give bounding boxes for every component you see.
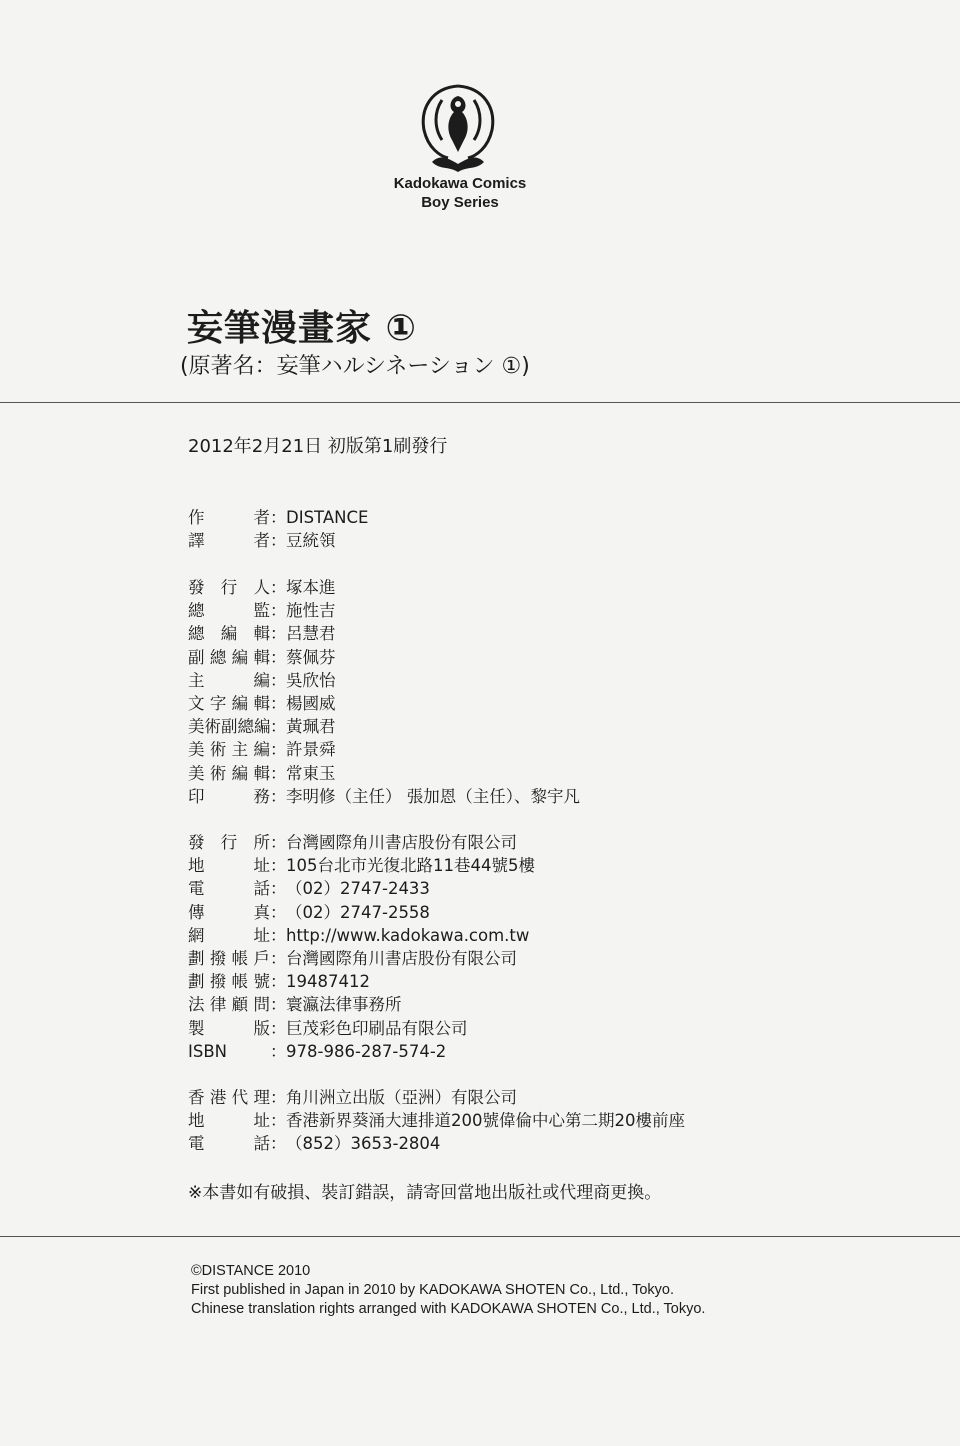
- publication-line: First published in Japan in 2010 by KADOKAWA SHOTEN Co., Ltd., Tokyo.: [191, 1282, 675, 1298]
- publisher-value: 105台北市光復北路11巷44號5樓: [286, 856, 535, 876]
- staff-value: 塚本進: [286, 578, 336, 597]
- staff-value: 吳欣怡: [286, 670, 336, 690]
- imprint-line-1: Kadokawa Comics: [393, 175, 527, 192]
- copyright-block: [191, 1262, 705, 1319]
- edition-date: 2012年2月21日 初版第1刷發行: [188, 436, 448, 457]
- staff-row: 美術副總編 ： 黃珮君: [188, 715, 580, 738]
- staff-value: 常東玉: [286, 763, 336, 783]
- publisher-label: 傳真: [188, 902, 270, 922]
- divider-top: [0, 402, 960, 403]
- staff-label: 美術副總編: [188, 717, 271, 737]
- hongkong-value: （852）3653-2804: [286, 1134, 441, 1154]
- hongkong-label: 香港代理: [188, 1088, 270, 1107]
- credit-row: 作者 ： DISTANCE: [188, 506, 368, 529]
- translation-rights-line: Chinese translation rights arranged with KADOKAWA SHOTEN Co., Ltd., Tokyo.: [191, 1301, 706, 1317]
- website-link[interactable]: http://www.kadokawa.com.tw: [286, 925, 530, 945]
- staff-value: 楊國威: [286, 693, 336, 713]
- publisher-row: 傳真 ： （02）2747-2558: [188, 901, 535, 924]
- hongkong-value: 香港新界葵涌大連排道200號偉倫中心第二期20樓前座: [286, 1111, 685, 1131]
- publisher-label: 電話: [188, 879, 270, 899]
- staff-label: 總編輯: [188, 624, 270, 644]
- staff-label: 發行人: [188, 578, 270, 597]
- divider-bottom: [0, 1236, 960, 1237]
- staff-value: 呂慧君: [286, 624, 336, 644]
- publisher-row: 製版 ： 巨茂彩色印刷品有限公司: [188, 1017, 535, 1040]
- staff-value: 李明修（主任） 張加恩（主任）、黎宇凡: [286, 786, 580, 806]
- publisher-value: （02）2747-2433: [286, 879, 430, 899]
- hongkong-label: 地址: [188, 1111, 270, 1131]
- staff-label: 總監: [188, 601, 270, 621]
- hongkong-row: 地址 ： 香港新界葵涌大連排道200號偉倫中心第二期20樓前座: [188, 1109, 685, 1132]
- credits-block: [188, 506, 368, 552]
- publisher-value: 巨茂彩色印刷品有限公司: [286, 1018, 468, 1038]
- publisher-value: （02）2747-2558: [286, 902, 430, 922]
- staff-row: 印務 ： 李明修（主任） 張加恩（主任）、黎宇凡: [188, 785, 580, 808]
- publisher-row: 電話 ： （02）2747-2433: [188, 877, 535, 900]
- credit-value: DISTANCE: [286, 508, 369, 527]
- staff-row: 美術編輯 ： 常東玉: [188, 762, 580, 785]
- hongkong-label: 電話: [188, 1134, 270, 1154]
- publisher-label: ISBN: [188, 1041, 228, 1061]
- publisher-label: 地址: [188, 856, 270, 876]
- staff-block: [188, 576, 580, 808]
- staff-value: 施性吉: [286, 601, 336, 621]
- publisher-label: 網址: [188, 925, 270, 945]
- credit-label: 作者: [188, 508, 270, 527]
- staff-row: 總監 ： 施性吉: [188, 599, 580, 622]
- staff-label: 主編: [188, 670, 270, 690]
- staff-label: 副總編輯: [188, 647, 270, 667]
- staff-label: 美術主編: [188, 740, 270, 760]
- hongkong-row: 電話 ： （852）3653-2804: [188, 1132, 685, 1155]
- publisher-label: 法律顧問: [188, 995, 270, 1015]
- staff-value: 許景舜: [286, 740, 336, 760]
- publisher-value: 寰瀛法律事務所: [286, 995, 402, 1015]
- publisher-block: [188, 831, 535, 1063]
- phoenix-emblem-icon: [412, 78, 504, 178]
- hongkong-block: [188, 1086, 685, 1156]
- replacement-notice: ※本書如有破損、裝訂錯誤，請寄回當地出版社或代理商更換。: [188, 1183, 662, 1203]
- publisher-row: ISBN ： 978-986-287-574-2: [188, 1040, 535, 1063]
- staff-row: 總編輯 ： 呂慧君: [188, 622, 580, 645]
- staff-row: 文字編輯 ： 楊國威: [188, 692, 580, 715]
- publisher-row: 劃撥帳戶 ： 台灣國際角川書店股份有限公司: [188, 947, 535, 970]
- publisher-value: 台灣國際角川書店股份有限公司: [286, 833, 517, 852]
- staff-row: 發行人 ： 塚本進: [188, 576, 580, 599]
- credit-value: 豆統領: [286, 531, 336, 551]
- isbn-value: 978-986-287-574-2: [286, 1041, 447, 1061]
- publisher-row: 法律顧問 ： 寰瀛法律事務所: [188, 993, 535, 1016]
- credit-label: 譯者: [188, 531, 270, 551]
- staff-label: 文字編輯: [188, 693, 270, 713]
- staff-value: 黃珮君: [286, 717, 336, 737]
- publisher-value: 台灣國際角川書店股份有限公司: [286, 948, 517, 968]
- staff-label: 美術編輯: [188, 763, 270, 783]
- credit-row: 譯者 ： 豆統領: [188, 529, 368, 552]
- publisher-label: 發行所: [188, 833, 270, 852]
- staff-row: 主編 ： 吳欣怡: [188, 669, 580, 692]
- publisher-row: 發行所 ： 台灣國際角川書店股份有限公司: [188, 831, 535, 854]
- staff-value: 蔡佩芬: [286, 647, 336, 667]
- publisher-value: 19487412: [286, 972, 370, 992]
- copyright-line: ©DISTANCE 2010: [191, 1263, 311, 1279]
- staff-row: 副總編輯 ： 蔡佩芬: [188, 646, 580, 669]
- publisher-row: 網址 ： http://www.kadokawa.com.tw: [188, 924, 535, 947]
- publisher-label: 劃撥帳號: [188, 972, 270, 992]
- publisher-label: 劃撥帳戶: [188, 948, 270, 968]
- book-title: 妄筆漫畫家 ①: [187, 308, 418, 349]
- staff-row: 美術主編 ： 許景舜: [188, 738, 580, 761]
- hongkong-value: 角川洲立出版（亞洲）有限公司: [286, 1088, 517, 1107]
- publisher-row: 劃撥帳號 ： 19487412: [188, 970, 535, 993]
- publisher-label: 製版: [188, 1018, 270, 1038]
- hongkong-row: 香港代理 ： 角川洲立出版（亞洲）有限公司: [188, 1086, 685, 1109]
- publisher-row: 地址 ： 105台北市光復北路11巷44號5樓: [188, 854, 535, 877]
- imprint-line-2: Boy Series: [421, 194, 499, 211]
- original-title: (原著名：妄筆ハルシネーション ①): [180, 354, 530, 379]
- staff-label: 印務: [188, 786, 270, 806]
